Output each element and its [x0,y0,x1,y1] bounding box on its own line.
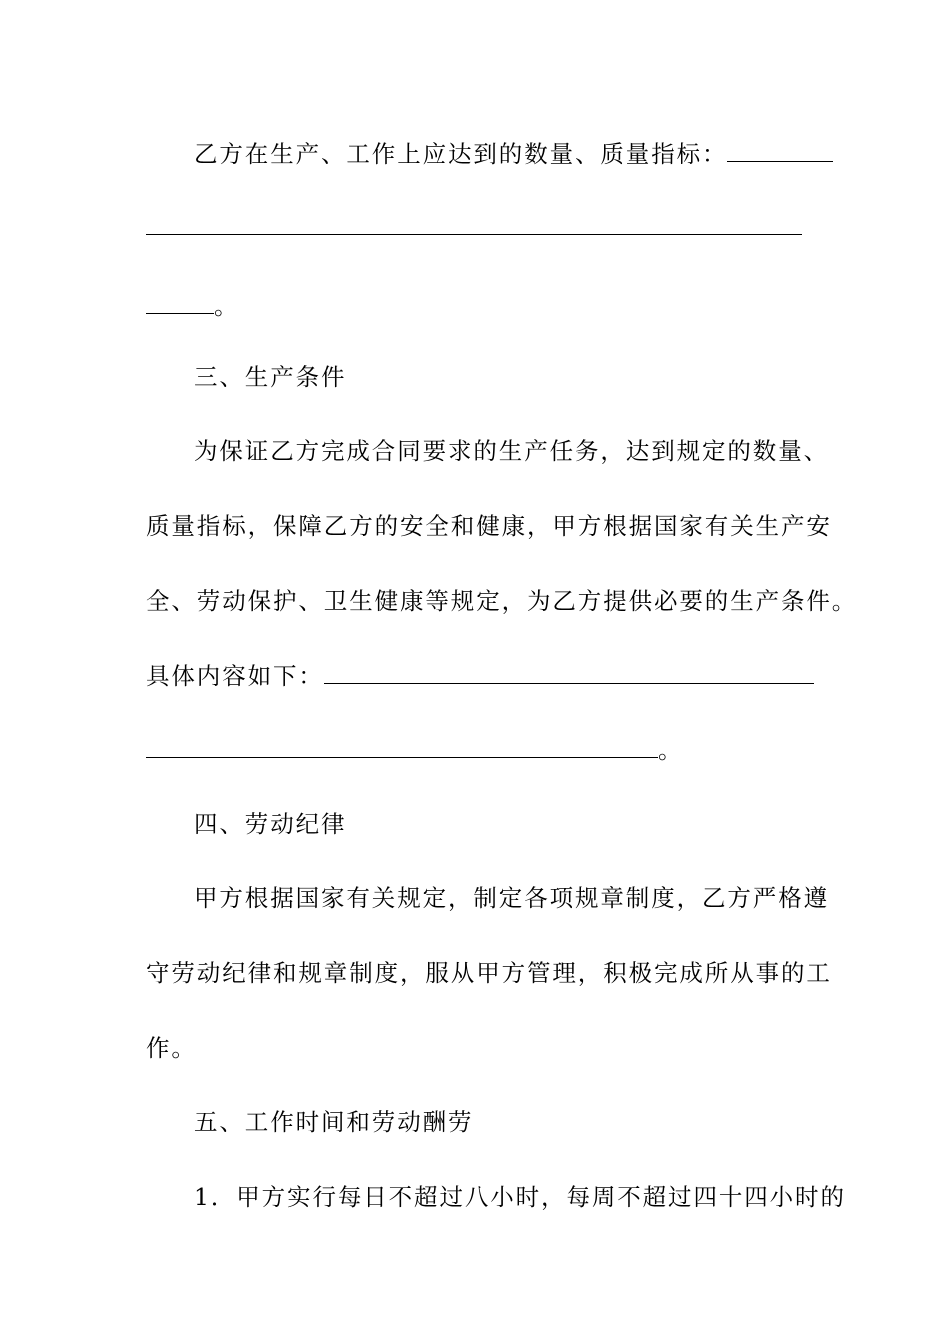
conditions-fill-blank-1 [324,661,814,684]
quota-text: 乙方在生产、工作上应达到的数量、质量指标： [194,140,728,168]
section-heading-3: 三、生产条件 [194,363,347,391]
conditions-paragraph-line-5 [146,734,806,766]
section-heading-4: 四、劳动纪律 [194,810,347,838]
quota-paragraph-line-1 [194,138,806,170]
quota-fill-blank-2 [146,234,802,235]
quota-fill-blank-1 [727,139,833,162]
quota-paragraph-line-3 [146,290,806,322]
conditions-end-mark: 。 [658,736,684,764]
quota-end-mark: 。 [214,292,240,320]
conditions-content-label: 具体内容如下： [146,662,324,690]
conditions-paragraph-line-1: 为保证乙方完成合同要求的生产任务，达到规定的数量、 [194,437,829,465]
conditions-paragraph-line-3: 全、劳动保护、卫生健康等规定，为乙方提供必要的生产条件。 [146,587,858,615]
section-heading-5: 五、工作时间和劳动酬劳 [194,1108,474,1136]
conditions-paragraph-line-4 [146,660,806,692]
conditions-fill-blank-2 [146,735,658,758]
quota-fill-blank-3 [146,291,214,314]
list-item-1: 1．甲方实行每日不超过八小时，每周不超过四十四小时的 [194,1183,846,1211]
conditions-paragraph-line-2: 质量指标，保障乙方的安全和健康，甲方根据国家有关生产安 [146,512,832,540]
discipline-paragraph-line-1: 甲方根据国家有关规定，制定各项规章制度，乙方严格遵 [194,884,829,912]
discipline-paragraph-line-2: 守劳动纪律和规章制度，服从甲方管理，积极完成所从事的工 [146,959,832,987]
discipline-paragraph-line-3: 作。 [146,1034,197,1062]
